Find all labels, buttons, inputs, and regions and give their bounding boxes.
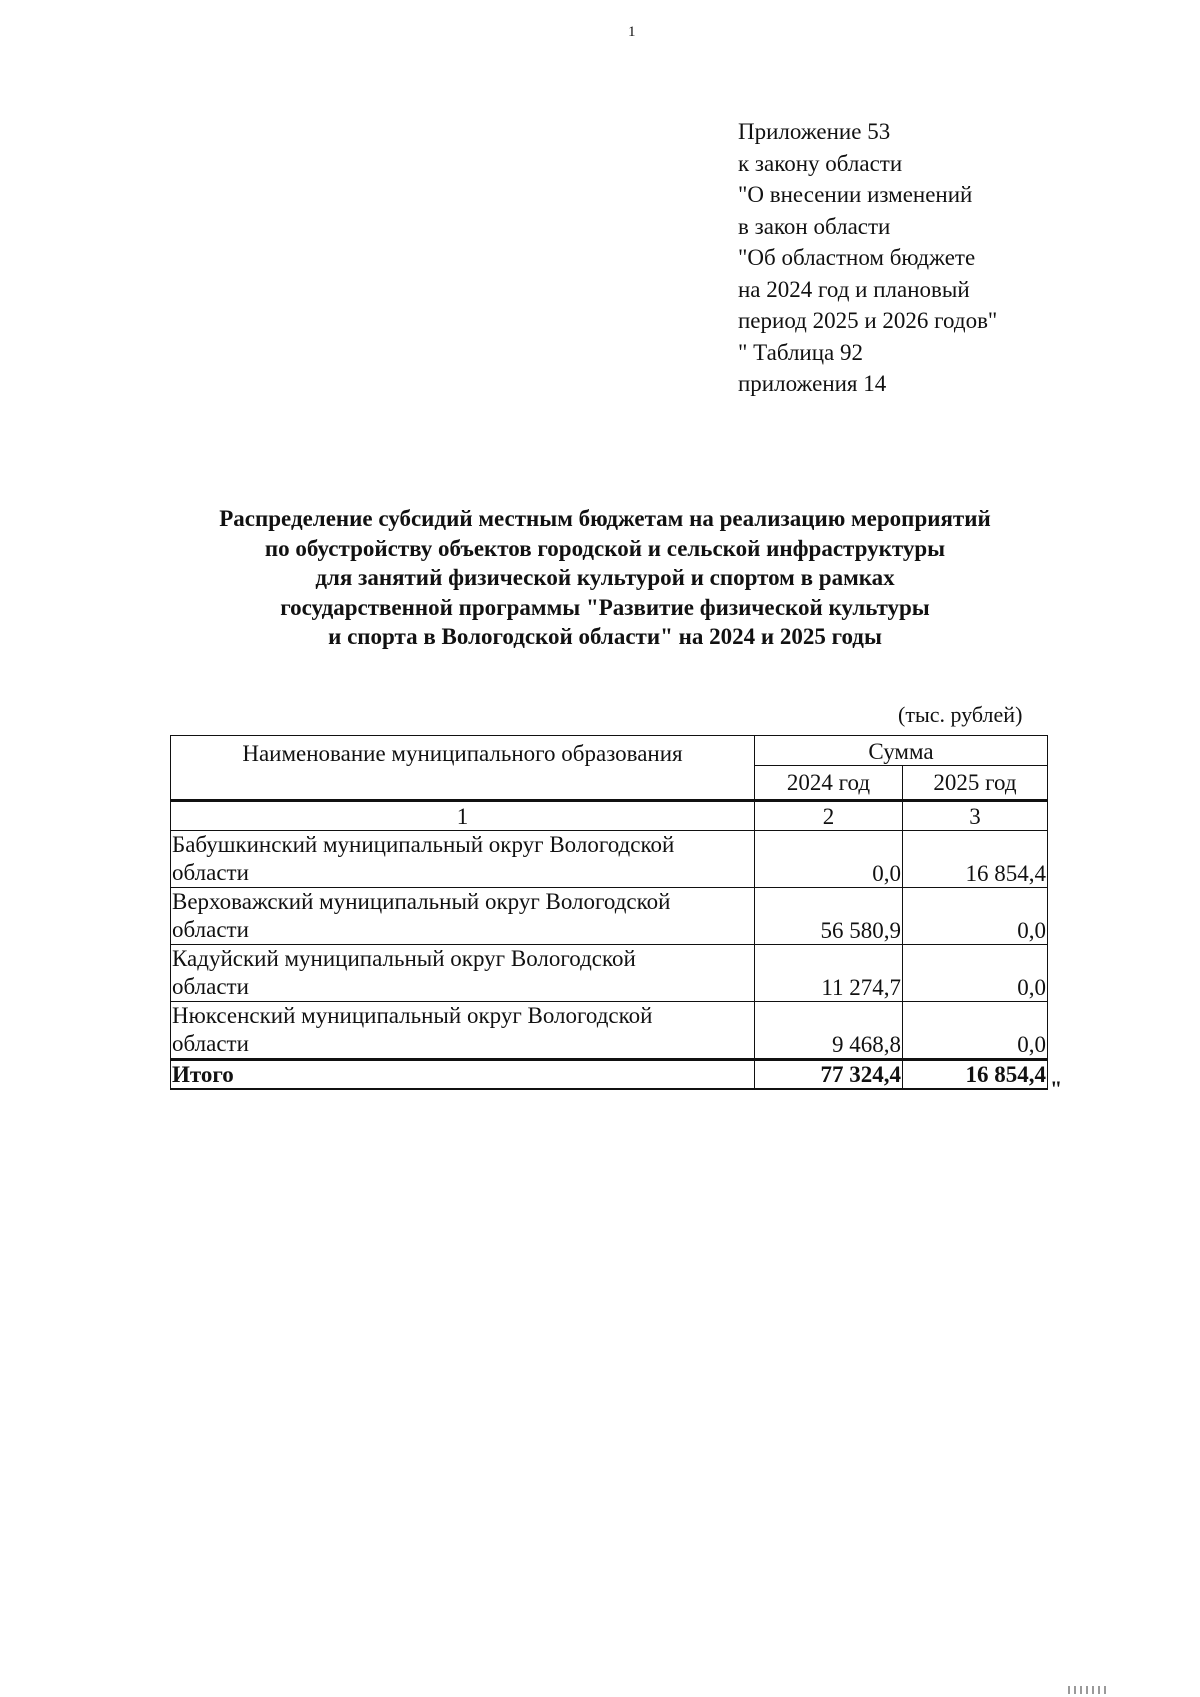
value-2025: 0,0 [903, 888, 1048, 945]
municipality-name [171, 945, 755, 1002]
municipality-name [171, 831, 755, 888]
closing-quote: " [1050, 1076, 1063, 1101]
name-line: области [172, 974, 249, 999]
page-number: 1 [628, 24, 636, 40]
municipality-name [171, 1002, 755, 1060]
name-line: Бабушкинский муниципальный округ Вологодской [172, 832, 675, 857]
name-line: области [172, 1031, 249, 1056]
value-2024: 56 580,9 [755, 888, 903, 945]
title-line: для занятий физической культурой и спортом в рамках [315, 565, 895, 590]
appendix-line: период 2025 и 2026 годов" [738, 308, 998, 333]
value-2024: 11 274,7 [755, 945, 903, 1002]
total-2025: 16 854,4 [903, 1060, 1048, 1090]
value-2024: 9 468,8 [755, 1002, 903, 1060]
column-number: 2 [755, 801, 903, 831]
name-line: области [172, 860, 249, 885]
appendix-line: " Таблица 92 [738, 339, 864, 365]
title-line: и спорта в Вологодской области" на 2024 и 2025 годы [328, 624, 882, 649]
column-number-row [171, 801, 1048, 831]
name-line: Верховажский муниципальный округ Вологодской [172, 889, 671, 914]
appendix-line: в закон области [738, 213, 891, 239]
appendix-line: к закону области [738, 150, 903, 176]
appendix-line: приложения 14 [738, 371, 887, 396]
units-label: (тыс. рублей) [898, 702, 1023, 727]
total-row [171, 1060, 1048, 1090]
title-line: по обустройству объектов городской и сельской инфраструктуры [264, 535, 946, 561]
table-row [171, 888, 1048, 945]
name-line: области [172, 917, 249, 942]
appendix-reference [738, 116, 997, 400]
subsidy-distribution-table [170, 735, 1048, 1090]
name-line: Нюксенский муниципальный округ Вологодской [172, 1003, 653, 1028]
header-municipality-name: Наименование муниципального образования [171, 736, 755, 801]
appendix-line: на 2024 год и плановый [738, 276, 970, 302]
value-2025: 0,0 [903, 945, 1048, 1002]
header-sum: Сумма [755, 736, 1048, 766]
table-row [171, 831, 1048, 888]
title-line: государственной программы "Развитие физической культуры [280, 594, 930, 620]
table-row [171, 1002, 1048, 1060]
appendix-line: "Об областном бюджете [738, 245, 976, 270]
value-2024: 0,0 [755, 831, 903, 888]
total-2024: 77 324,4 [755, 1060, 903, 1090]
appendix-line: "О внесении изменений [738, 182, 973, 207]
name-line: Кадуйский муниципальный округ Вологодской [172, 946, 636, 971]
title-line: Распределение субсидий местным бюджетам на реализацию мероприятий [219, 506, 991, 531]
appendix-line: Приложение 53 [738, 119, 891, 144]
value-2025: 0,0 [903, 1002, 1048, 1060]
table-row [171, 945, 1048, 1002]
scan-artifact [1068, 1686, 1106, 1694]
total-label: Итого [171, 1060, 755, 1090]
value-2025: 16 854,4 [903, 831, 1048, 888]
column-number: 3 [903, 801, 1048, 831]
header-year-2024: 2024 год [755, 766, 903, 801]
document-title [110, 504, 1200, 652]
column-number: 1 [171, 801, 755, 831]
header-year-2025: 2025 год [903, 766, 1048, 801]
municipality-name [171, 888, 755, 945]
